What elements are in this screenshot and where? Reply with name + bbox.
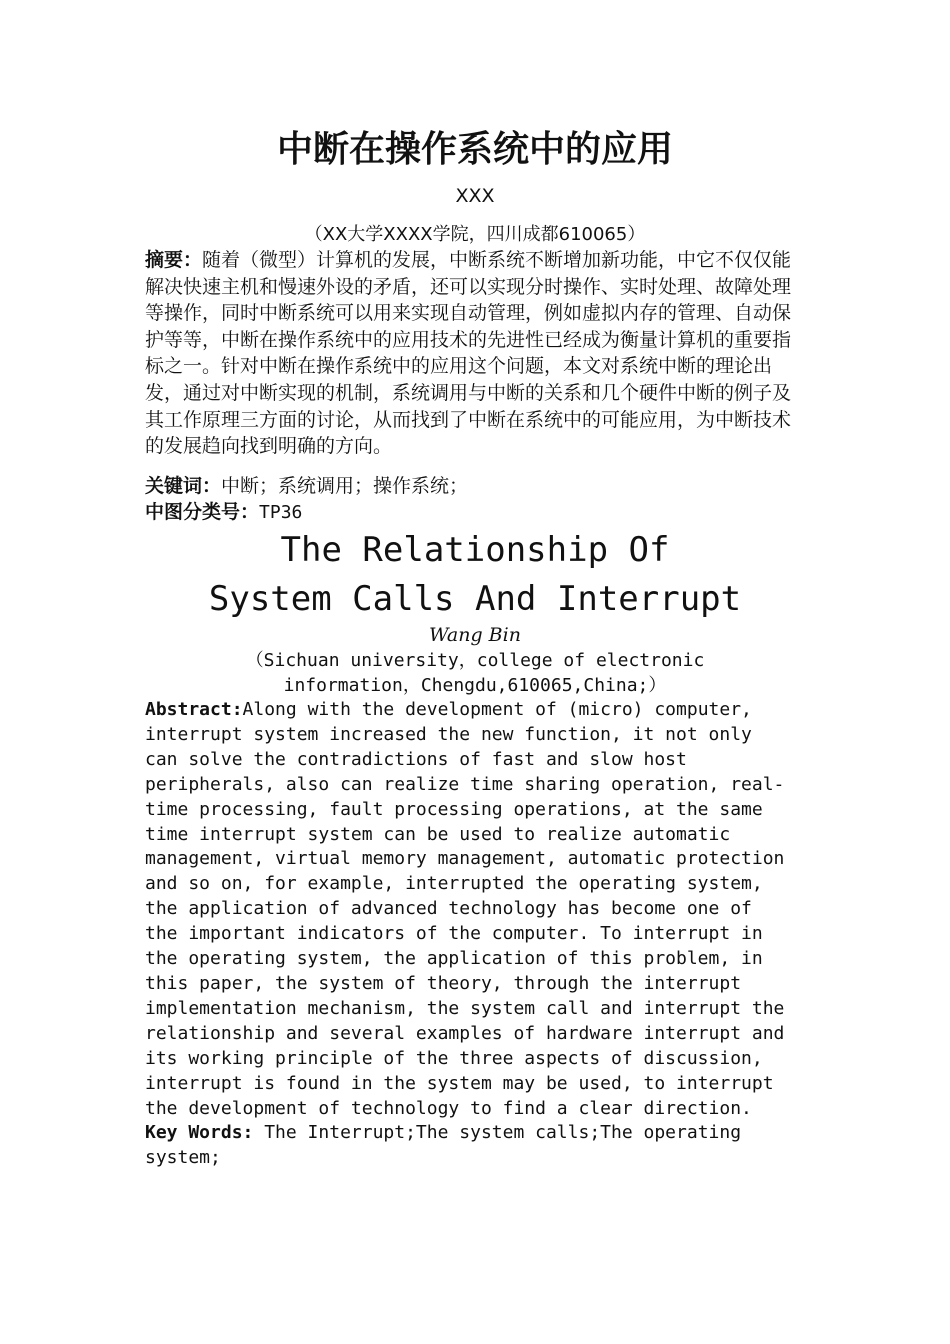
english-abstract-line: the development of technology to find a clear direction.	[145, 1097, 752, 1119]
english-abstract-line: implementation mechanism, the system call and interrupt the	[145, 997, 785, 1019]
english-abstract-line: the operating system, the application of this problem, in	[145, 948, 763, 970]
chinese-author: XXX	[455, 185, 495, 207]
chinese-keywords	[145, 473, 805, 500]
chinese-abstract-label: 摘要：	[145, 249, 203, 271]
english-keywords-continued: system;	[145, 1147, 221, 1169]
english-title	[0, 526, 950, 624]
english-author: Wang Bin	[429, 624, 521, 646]
english-affiliation-line-1: （Sichuan university，college of electronic	[245, 650, 705, 671]
chinese-keywords-label: 关键词：	[145, 475, 222, 497]
chinese-title: 中断在操作系统中的应用	[276, 129, 673, 170]
english-abstract-line: peripherals, also can realize time sharing operation, real-	[145, 773, 785, 795]
english-title-line-1: The Relationship Of	[280, 530, 670, 570]
english-abstract-line: this paper, the system of theory, through the interrupt	[145, 972, 742, 994]
chinese-abstract-text: 随着（微型）计算机的发展，中断系统不断增加新功能，中它不仅仅能解决快速主机和慢速外设的矛盾，还可以实现分时操作、实时处理、故障处理等操作，同时中断系统可以用来实现自动管理，例如虚拟内存的管理、自动保护等等，中断在操作系统中的应用技术的先进性已经成为衡量计算机的重要指标之一。针对中断在操作系统中的应用这个问题，本文对系统中断的理论出发，通过对中断实现的机制，系统调用与中断的关系和几个硬件中断的例子及其工作原理三方面的讨论，从而找到了中断在系统中的可能应用，为中断技术的发展趋向找到明确的方向。	[145, 249, 792, 458]
chinese-abstract	[145, 247, 805, 460]
english-abstract-line: management, virtual memory management, automatic protection	[145, 848, 785, 870]
english-abstract-line: the important indicators of the computer. To interrupt in	[145, 923, 763, 945]
english-abstract-line: interrupt is found in the system may be used, to interrupt	[145, 1072, 774, 1094]
english-affiliation	[0, 648, 950, 698]
english-abstract-line: the application of advanced technology has become one of	[145, 898, 752, 920]
english-abstract-line: and so on, for example, interrupted the operating system,	[145, 873, 763, 895]
english-keywords	[145, 1121, 810, 1146]
chinese-keywords-text: 中断；系统调用；操作系统；	[221, 475, 469, 497]
english-abstract-line: time processing, fault processing operations, at the same	[145, 798, 763, 820]
chinese-classification-value: TP36	[259, 502, 303, 523]
english-abstract-line: relationship and several examples of hardware interrupt and	[145, 1022, 785, 1044]
chinese-affiliation: （XX大学XXXX学院，四川成都610065）	[304, 224, 646, 245]
english-abstract-line: interrupt system increased the new function, it not only	[145, 723, 752, 745]
english-keywords-text: The Interrupt;The system calls;The operating	[253, 1122, 742, 1144]
english-abstract-line: Abstract:Along with the development of (micro) computer,	[145, 699, 752, 720]
english-abstract	[145, 698, 810, 1171]
english-abstract-label: Abstract:	[145, 699, 243, 720]
english-abstract-line: can solve the contradictions of fast and slow host	[145, 748, 687, 770]
chinese-classification	[145, 499, 805, 527]
chinese-classification-label: 中图分类号：	[145, 501, 260, 523]
english-abstract-line: its working principle of the three aspects of discussion,	[145, 1047, 763, 1069]
english-keywords-label: Key Words:	[145, 1122, 254, 1144]
english-affiliation-line-2: information，Chengdu,610065,China;）	[283, 675, 667, 696]
english-title-line-2: System Calls And Interrupt	[208, 579, 742, 619]
english-abstract-line: time interrupt system can be used to realize automatic	[145, 823, 731, 845]
